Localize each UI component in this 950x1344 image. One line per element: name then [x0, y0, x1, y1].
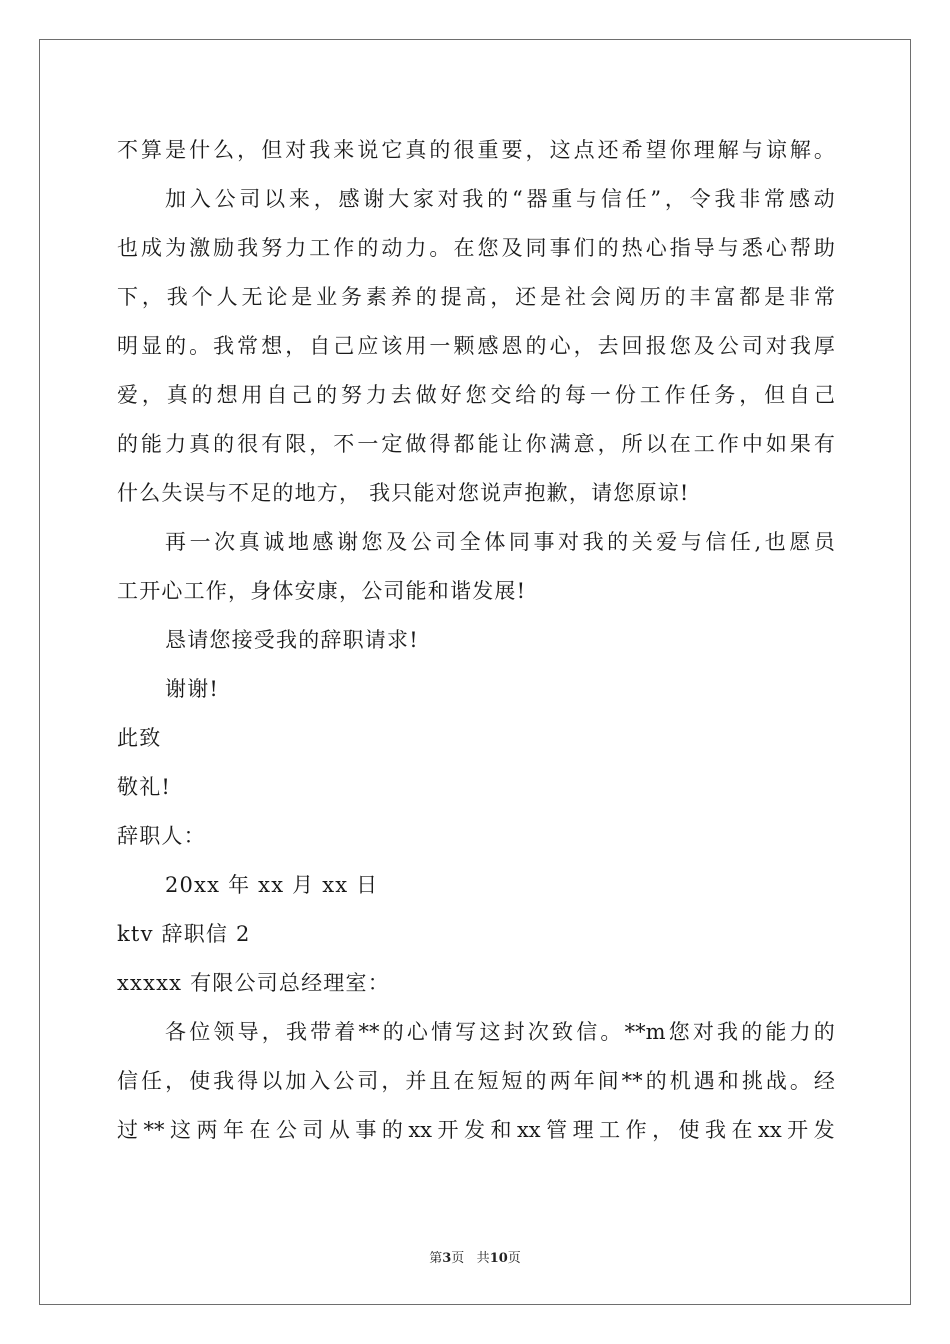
text-line: 加 入 公 司 以 来 ， 感 谢 大 家 对 我 的 “ 器 重 与 信 任 ” ， 令 我 非 常 感 动 — [165, 187, 835, 211]
footer-total-pages: 10 — [489, 1251, 508, 1266]
text-line: 明 显 的 。 我 常 想 ， 自 己 应 该 用 一 颗 感 恩 的 心 ， 去 回 报 您 及 公 司 对 我 厚 — [117, 334, 835, 358]
text-line: 也 成 为 激 励 我 努 力 工 作 的 动 力 。 在 您 及 同 事 们 的 热 心 指 导 与 悉 心 帮 助 — [117, 236, 835, 260]
text-line: ktv 辞职信 2 — [117, 922, 251, 946]
text-line: 什么失误与不足的地方， 我只能对您说声抱歉，请您原谅! — [117, 481, 690, 505]
document-body — [117, 126, 835, 1155]
text-line: 敬礼! — [117, 775, 172, 799]
text-line: 不 算 是 什 么 ， 但 对 我 来 说 它 真 的 很 重 要 ， 这 点 还 希 望 你 理 解 与 谅 解 。 — [117, 138, 835, 162]
text-line: 恳请您接受我的辞职请求! — [165, 628, 419, 652]
text-line: 工开心工作，身体安康，公司能和谐发展! — [117, 579, 527, 603]
text-line: 的 能 力 真 的 很 有 限 ， 不 一 定 做 得 都 能 让 你 满 意 ， 所 以 在 工 作 中 如 果 有 — [117, 432, 835, 456]
footer-total-prefix: 共 — [476, 1251, 490, 1266]
text-line: 信 任 ， 使 我 得 以 加 入 公 司 ， 并 且 在 短 短 的 两 年 间 ** 的 机 遇 和 挑 战 。 经 — [117, 1069, 835, 1093]
text-line: 各 位 领 导 ， 我 带 着 ** 的 心 情 写 这 封 次 致 信 。 **m 您 对 我 的 能 力 的 — [165, 1020, 835, 1044]
footer-prefix: 第 — [429, 1251, 443, 1266]
page-footer — [0, 1247, 950, 1266]
text-line: 下 ， 我 个 人 无 论 是 业 务 素 养 的 提 高 ， 还 是 社 会 阅 历 的 丰 富 都 是 非 常 — [117, 285, 835, 309]
text-line: 此致 — [117, 726, 162, 750]
text-line: 爱 ， 真 的 想 用 自 己 的 努 力 去 做 好 您 交 给 的 每 一 份 工 作 任 务 ， 但 自 己 — [117, 383, 835, 407]
footer-page-number: 3 — [442, 1251, 452, 1266]
text-line: 谢谢! — [165, 677, 220, 701]
text-line: 过 ** 这 两 年 在 公 司 从 事 的 xx 开 发 和 xx 管 理 工 作 ， 使 我 在 xx 开 发 — [117, 1118, 835, 1142]
text-line: 20xx 年 xx 月 xx 日 — [165, 873, 379, 897]
footer-page-unit: 页 — [451, 1251, 465, 1266]
text-line: 再 一 次 真 诚 地 感 谢 您 及 公 司 全 体 同 事 对 我 的 关 爱 与 信 任 , 也 愿 员 — [165, 530, 835, 554]
text-line: xxxxx 有限公司总经理室： — [117, 971, 390, 995]
footer-total-unit: 页 — [507, 1251, 521, 1266]
text-line: 辞职人： — [117, 824, 206, 848]
